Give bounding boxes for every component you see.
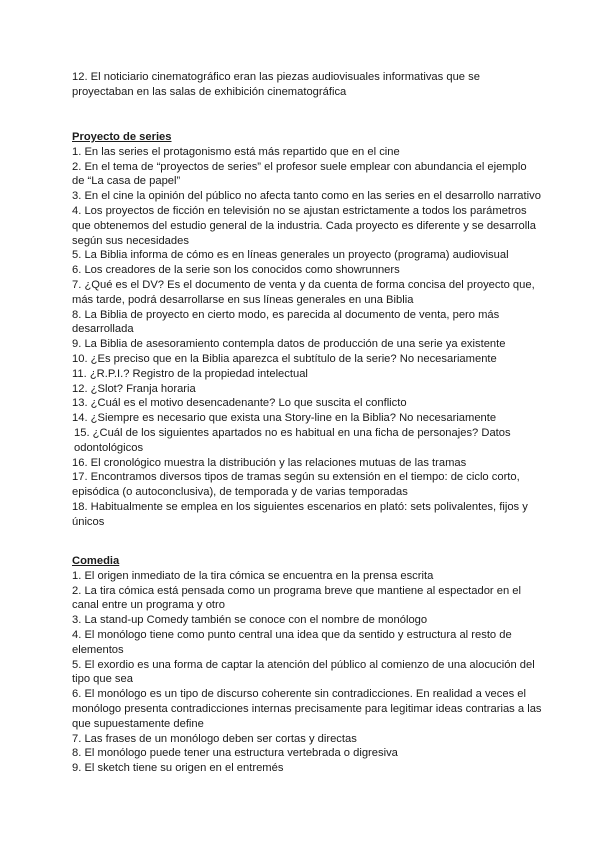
list-item: 6. El monólogo es un tipo de discurso coherente sin contradicciones. En realidad a veces el monólogo presenta contradicciones internas precisamente para legitimar ideas contrarias a las que supuestamente define (72, 688, 542, 730)
section-proyecto-de-series (72, 130, 542, 530)
list-item: 8. La Biblia de proyecto en cierto modo, es parecida al documento de venta, pero más desarrollada (72, 308, 500, 336)
list-item: 5. La Biblia informa de cómo es en líneas generales un proyecto (programa) audiovisual (72, 249, 509, 262)
list-item: 4. Los proyectos de ficción en televisión no se ajustan estrictamente a todos los parámetros que obtenemos del estudio general de la industria. Cada proyecto es diferente y se desarrolla según sus necesidades (72, 204, 536, 247)
list-item: 5. El exordio es una forma de captar la atención del público al comienzo de una alocución del tipo que sea (72, 658, 535, 686)
list-item: 17. Encontramos diversos tipos de tramas según su extensión en el tiempo: de ciclo corto, episódica (o autoconclusiva), de temporada y de varias temporadas (72, 471, 520, 499)
list-item: 16. El cronológico muestra la distribución y las relaciones mutuas de las tramas (72, 456, 467, 469)
list-item: 4. El monólogo tiene como punto central una idea que da sentido y estructura al resto de elementos (72, 628, 512, 656)
list-item: 7. Las frases de un monólogo deben ser cortas y directas (72, 732, 357, 745)
list-item: 8. El monólogo puede tener una estructura vertebrada o digresiva (72, 747, 398, 760)
section-heading: Comedia (72, 555, 120, 567)
list-item: 2. La tira cómica está pensada como un programa breve que mantiene al espectador en el canal entre un programa y otro (72, 584, 522, 612)
list-item: 3. La stand-up Comedy también se conoce con el nombre de monólogo (72, 614, 428, 627)
list-item: 9. La Biblia de asesoramiento contempla datos de producción de una serie ya existente (72, 338, 506, 351)
list-item: 10. ¿Es preciso que en la Biblia aparezca el subtítulo de la serie? No necesariamente (72, 352, 497, 365)
list-item: 2. En el tema de “proyectos de series” el profesor suele emplear con abundancia el ejemplo de “La casa de papel” (72, 160, 527, 188)
list-item: 9. El sketch tiene su origen en el entremés (72, 762, 284, 775)
list-item: 1. En las series el protagonismo está más repartido que en el cine (72, 145, 400, 158)
list-item: 14. ¿Siempre es necesario que exista una Story-line en la Biblia? No necesariamente (72, 412, 497, 425)
section-heading: Proyecto de series (72, 131, 172, 143)
intro-block (72, 70, 542, 100)
list-item: 1. El origen inmediato de la tira cómica se encuentra en la prensa escrita (72, 569, 434, 582)
list-item: 7. ¿Qué es el DV? Es el documento de venta y da cuenta de forma concisa del proyecto que, más tarde, podrá desarrollarse en sus líneas generales en una Biblia (72, 278, 535, 306)
list-item: 12. ¿Slot? Franja horaria (72, 382, 196, 395)
list-item: 6. Los creadores de la serie son los conocidos como showrunners (72, 264, 400, 277)
list-item: 13. ¿Cuál es el motivo desencadenante? Lo que suscita el conflicto (72, 397, 407, 410)
intro-paragraph: 12. El noticiario cinematográfico eran las piezas audiovisuales informativas que se proyectaban en las salas de exhibición cinematográfica (72, 71, 480, 98)
list-item: 3. En el cine la opinión del público no afecta tanto como en las series en el desarrollo narrativo (72, 190, 541, 203)
list-item: 11. ¿R.P.I.? Registro de la propiedad intelectual (72, 367, 308, 380)
list-item: 18. Habitualmente se emplea en los siguientes escenarios en plató: sets polivalentes, fijos y únicos (72, 500, 528, 528)
list-item: 15. ¿Cuál de los siguientes apartados no es habitual en una ficha de personajes? Datos odontológicos (74, 426, 511, 454)
section-comedia (72, 554, 542, 776)
